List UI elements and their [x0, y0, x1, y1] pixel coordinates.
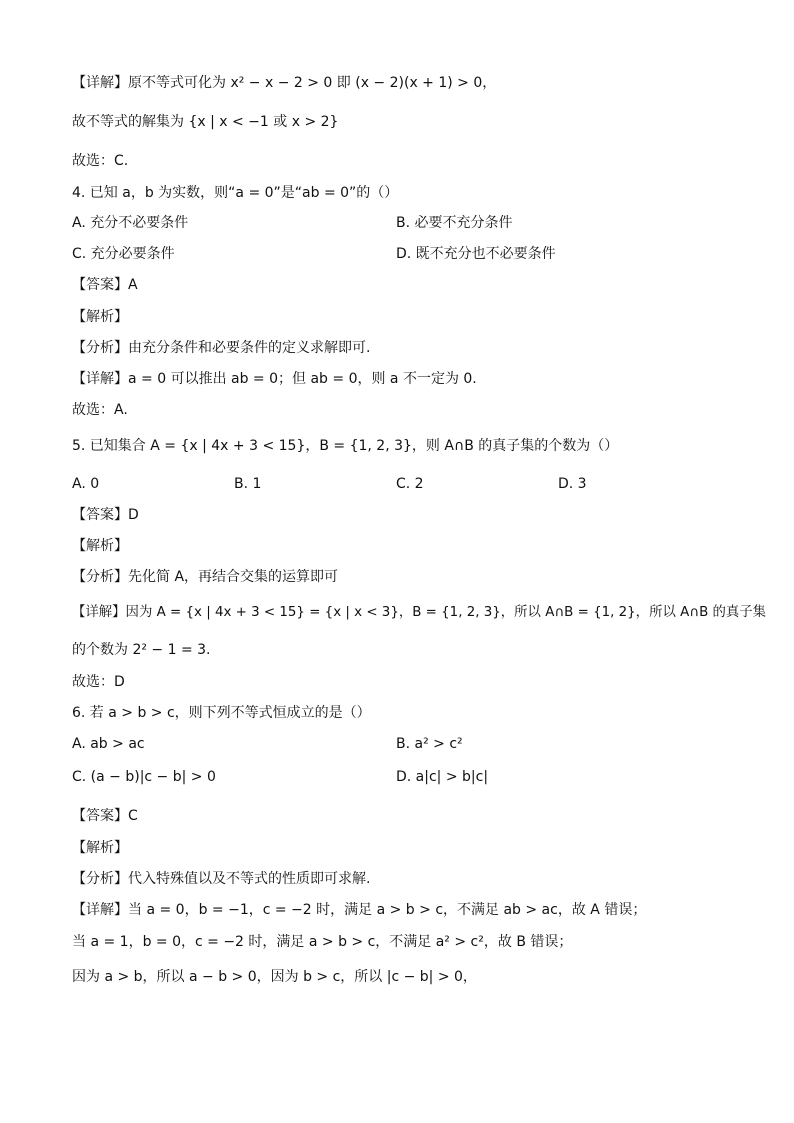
- q5-detail-cont: 的个数为 2² − 1 = 3.: [72, 642, 211, 658]
- q6-option-b: B. a² > c²: [396, 736, 463, 752]
- q5-analysis: 【分析】先化简 A，再结合交集的运算即可: [72, 569, 339, 585]
- q5-option-a: A. 0: [72, 476, 100, 492]
- q6-option-d: D. a|c| > b|c|: [396, 769, 489, 785]
- q4-choice: 故选：A.: [72, 402, 128, 418]
- q4-option-d: D. 既不充分也不必要条件: [396, 246, 556, 262]
- q6-stem: 6. 若 a > b > c，则下列不等式恒成立的是（）: [72, 705, 371, 721]
- q4-option-a: A. 充分不必要条件: [72, 215, 189, 231]
- q4-option-c: C. 充分必要条件: [72, 246, 175, 262]
- q5-option-d: D. 3: [558, 476, 587, 492]
- q3-choice: 故选：C.: [72, 153, 129, 169]
- q5-option-b: B. 1: [234, 476, 262, 492]
- q5-choice: 故选：D: [72, 674, 125, 690]
- q6-option-c: C. (a − b)|c − b| > 0: [72, 769, 216, 785]
- q3-detail-line: 【详解】原不等式可化为 x² − x − 2 > 0 即 (x − 2)(x + 1) > 0，: [72, 75, 497, 91]
- q4-detail: 【详解】a = 0 可以推出 ab = 0；但 ab = 0，则 a 不一定为 0.: [72, 371, 477, 387]
- q4-analysis-heading: 【解析】: [72, 309, 128, 325]
- q5-analysis-heading: 【解析】: [72, 538, 128, 554]
- q6-detail-2: 当 a = 1，b = 0，c = −2 时，满足 a > b > c，不满足 a² > c²，故 B 错误；: [72, 934, 573, 950]
- q6-answer: 【答案】C: [72, 808, 138, 824]
- q5-detail: 【详解】因为 A = {x | 4x + 3 < 15} = {x | x < 3}，B = {1, 2, 3}，所以 A∩B = {1, 2}，所以 A∩B 的真子集: [72, 605, 767, 620]
- q5-option-c: C. 2: [396, 476, 424, 492]
- q5-stem: 5. 已知集合 A = {x | 4x + 3 < 15}，B = {1, 2, 3}，则 A∩B 的真子集的个数为（）: [72, 438, 619, 454]
- q5-answer: 【答案】D: [72, 507, 139, 523]
- q4-analysis: 【分析】由充分条件和必要条件的定义求解即可.: [72, 340, 371, 356]
- q6-analysis-heading: 【解析】: [72, 840, 128, 856]
- q4-option-b: B. 必要不充分条件: [396, 215, 513, 231]
- q6-detail-1: 【详解】当 a = 0，b = −1，c = −2 时，满足 a > b > c，不满足 ab > ac，故 A 错误；: [72, 902, 647, 918]
- q4-answer: 【答案】A: [72, 277, 138, 293]
- q6-analysis: 【分析】代入特殊值以及不等式的性质即可求解.: [72, 871, 371, 887]
- q4-stem: 4. 已知 a，b 为实数，则“a = 0”是“ab = 0”的（）: [72, 185, 399, 201]
- q6-detail-3: 因为 a > b，所以 a − b > 0，因为 b > c，所以 |c − b| > 0，: [72, 969, 477, 985]
- q3-solution-set: 故不等式的解集为 {x | x < −1 或 x > 2}: [72, 114, 339, 130]
- q6-option-a: A. ab > ac: [72, 736, 145, 752]
